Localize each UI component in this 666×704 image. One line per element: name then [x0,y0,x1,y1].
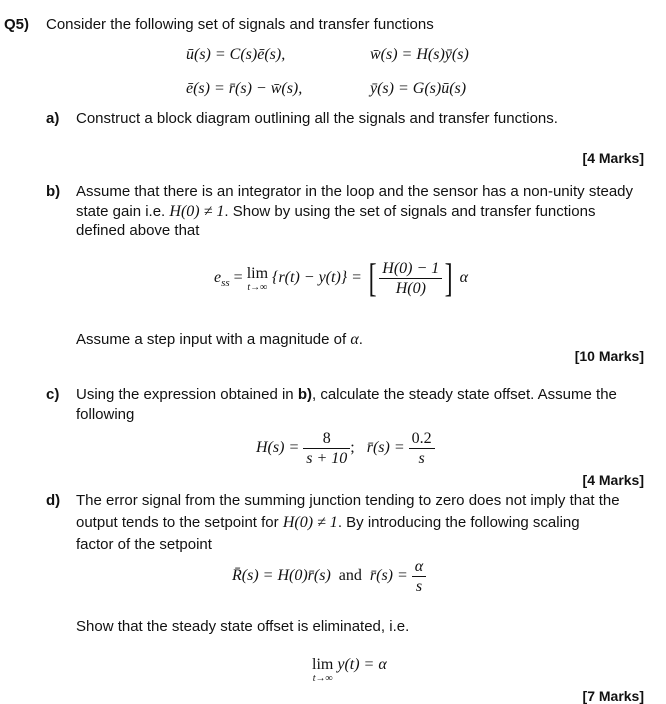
final-lim: lim t→∞ [312,656,334,684]
part-c-line1: Using the expression obtained in b), calculate the steady state offset. Assume the [76,386,617,403]
right-bracket: ] [444,255,453,301]
equation-y: ȳ(s) = G(s)ū(s) [370,80,467,97]
part-d-formula [232,556,426,596]
alpha-fraction: $\frac{\alpha}{s}$ [412,557,426,596]
r-fraction: $\frac{0.2}{s}$ [409,429,435,468]
part-b-line2-post: . Show by using the set of signals and transfer functions [224,203,596,220]
part-d-marks: [7 Marks] [582,688,644,704]
part-c-formula: H(s) = $\frac{8}{s + 10}$ ; r̄(s) = $\frac{0.2}{s}$ [256,428,435,468]
part-d-line1: The error signal from the summing junction tending to zero does not imply that the [76,492,620,509]
part-b-assume: Assume a step input with a magnitude of α. [76,331,363,348]
formula-fraction: $\frac{H(0) - 1}{H(0)}$ [379,259,442,298]
h-lhs: H(s) = [256,439,300,456]
part-b-line2 [76,202,595,222]
part-b-formula [214,255,469,303]
part-b-marks: [10 Marks] [574,348,644,364]
h-fraction: $\frac{8}{s + 10}$ [303,429,350,468]
formula-body: {r(t) − y(t)} = [272,269,362,286]
part-b-label: b) [46,183,61,200]
equation-e: ē(s) = r̄(s) − w̄(s), [186,80,303,97]
equation-w: w̄(s) = H(s)ȳ(s) [370,46,469,63]
part-b-line3: defined above that [76,222,200,239]
question-intro: Consider the following set of signals and transfer functions [46,16,434,33]
formula-alpha: α [459,269,469,286]
formula-eq: = [229,269,247,286]
equation-u: ū(s) = C(s)ē(s), [186,46,286,63]
final-body: y(t) = α [337,656,387,673]
part-c-marks: [4 Marks] [582,472,644,488]
part-d-line3: factor of the setpoint [76,536,212,553]
part-d-show: Show that the steady state offset is eliminated, i.e. [76,618,410,635]
formula-limit: lim t→∞ [246,264,269,293]
part-a-marks: [4 Marks] [582,150,644,166]
part-b-line1: Assume that there is an integrator in the loop and the sensor has a non-unity steady [76,183,634,200]
part-b-line2-pre: state gain i.e. [76,203,170,220]
r-step: r̄(s) = [369,567,408,584]
R-definition: R̄(s) = H(0)r̄(s) [232,567,331,584]
r-lhs: r̄(s) = [366,439,405,456]
part-b-line2-math: H(0) ≠ 1 [169,203,225,220]
and-word: and [338,567,362,584]
final-limit [312,656,387,683]
part-c-label: c) [46,386,60,403]
formula-ess: $e_{ss}$ [214,269,230,290]
part-c-line2: following [76,406,135,423]
part-d-label: d) [46,492,61,509]
question-number: Q5) [4,16,30,33]
part-a-label: a) [46,110,60,127]
part-d-line2: output tends to the setpoint for H(0) ≠ 1. By introducing the following scaling [76,514,580,531]
left-bracket: [ [368,255,377,301]
part-a-text: Construct a block diagram outlining all the signals and transfer functions. [76,110,558,127]
